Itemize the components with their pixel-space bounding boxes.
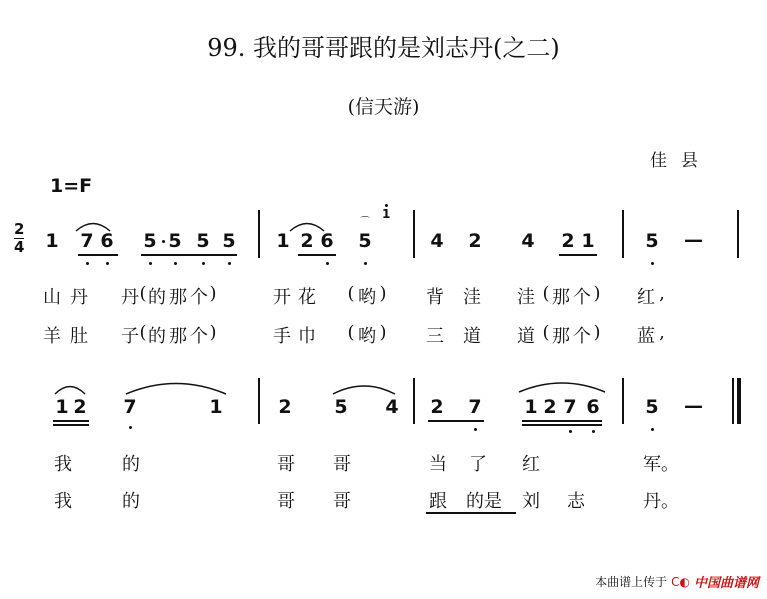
lyric: ) bbox=[593, 283, 601, 304]
lyric: 丹 bbox=[70, 287, 88, 308]
note: 4 bbox=[521, 230, 535, 252]
lyric: 子 bbox=[121, 326, 139, 347]
slur bbox=[52, 381, 88, 395]
lyric: 山 bbox=[43, 287, 61, 308]
augmentation-dot bbox=[162, 240, 165, 243]
final-barline-thin bbox=[732, 378, 734, 424]
lyric: ( bbox=[347, 283, 355, 304]
lyric: 哥 bbox=[277, 454, 295, 475]
lyric: 道 bbox=[517, 326, 535, 347]
lyric: , bbox=[659, 322, 665, 343]
lyric: 我 bbox=[54, 491, 72, 512]
duration-line bbox=[141, 254, 237, 256]
octave-dot bbox=[106, 262, 109, 265]
octave-dot bbox=[651, 428, 654, 431]
lyric: 的 bbox=[122, 454, 140, 475]
lyric: ( bbox=[347, 322, 355, 343]
barline bbox=[258, 378, 260, 424]
octave-dot bbox=[202, 262, 205, 265]
lyric: 我 bbox=[54, 454, 72, 475]
lyric: 那 bbox=[169, 287, 187, 308]
key-signature: 1=F bbox=[50, 175, 93, 197]
duration-line bbox=[522, 420, 602, 422]
song-title: 99. 我的哥哥跟的是刘志丹(之二) bbox=[207, 34, 560, 62]
octave-dot bbox=[129, 426, 132, 429]
note: 6 bbox=[320, 230, 334, 252]
note: 7 bbox=[563, 396, 577, 418]
grace-note: 1 bbox=[382, 207, 391, 221]
lyric: 巾 bbox=[298, 326, 316, 347]
duration-line bbox=[298, 254, 336, 256]
note: 6 bbox=[586, 396, 600, 418]
note: 2 bbox=[278, 396, 292, 418]
octave-dot bbox=[86, 262, 89, 265]
note: 4 bbox=[430, 230, 444, 252]
octave-dot bbox=[228, 262, 231, 265]
lyric: ) bbox=[209, 322, 217, 343]
lyric: 个 bbox=[573, 287, 591, 308]
lyric: 军。 bbox=[643, 454, 679, 475]
note: 5 bbox=[143, 230, 157, 252]
lyric: 羊 bbox=[43, 326, 61, 347]
lyric-underline bbox=[426, 512, 516, 514]
lyric: 哟 bbox=[358, 326, 376, 347]
duration-line bbox=[53, 424, 89, 426]
lyric: 三 bbox=[426, 326, 444, 347]
duration-line bbox=[53, 420, 89, 422]
barline bbox=[413, 210, 415, 258]
lyric: 手 bbox=[273, 326, 291, 347]
watermark-text: 本曲谱上传于 bbox=[595, 575, 668, 589]
lyric: 跟 bbox=[429, 491, 447, 512]
duration-line bbox=[78, 254, 118, 256]
lyric: 个 bbox=[573, 326, 591, 347]
lyric: 洼 bbox=[463, 287, 481, 308]
slur bbox=[122, 377, 230, 395]
lyric: 那 bbox=[552, 287, 570, 308]
octave-dot bbox=[364, 262, 367, 265]
lyric: 肚 bbox=[70, 326, 88, 347]
lyric: 的 bbox=[148, 287, 166, 308]
slur bbox=[330, 381, 398, 395]
barline bbox=[413, 378, 415, 424]
note: 5 bbox=[334, 396, 348, 418]
octave-dot bbox=[385, 204, 388, 207]
note: 2 bbox=[430, 396, 444, 418]
lyric: 花 bbox=[298, 287, 316, 308]
lyric: 蓝 bbox=[637, 326, 655, 347]
note: 5 bbox=[196, 230, 210, 252]
lyric: 个 bbox=[190, 326, 208, 347]
lyric: 刘 bbox=[522, 491, 540, 512]
barline bbox=[258, 210, 260, 258]
note: 1 bbox=[55, 396, 69, 418]
note: 2 bbox=[561, 230, 575, 252]
lyric: ) bbox=[379, 322, 387, 343]
note: 1 bbox=[45, 230, 59, 252]
octave-dot bbox=[569, 430, 572, 433]
note: 5 bbox=[168, 230, 182, 252]
note: 2 bbox=[73, 396, 87, 418]
note: 7 bbox=[468, 396, 482, 418]
site-logo-icon: C◐ bbox=[671, 574, 690, 589]
lyric: 丹 bbox=[121, 287, 139, 308]
lyric: 当 bbox=[429, 454, 447, 475]
lyric: ( bbox=[139, 322, 147, 343]
lyric: 红 bbox=[637, 287, 655, 308]
lyric: ( bbox=[139, 283, 147, 304]
lyric: ( bbox=[542, 283, 550, 304]
lyric: 那 bbox=[552, 326, 570, 347]
note: 5 bbox=[358, 230, 372, 252]
lyric: 的 bbox=[148, 326, 166, 347]
lyric: 个 bbox=[190, 287, 208, 308]
note: 4 bbox=[385, 396, 399, 418]
lyric: 那 bbox=[169, 326, 187, 347]
duration-line bbox=[428, 420, 484, 422]
duration-line bbox=[522, 424, 602, 426]
octave-dot bbox=[474, 428, 477, 431]
note: 7 bbox=[80, 230, 94, 252]
octave-dot bbox=[174, 262, 177, 265]
lyric: 哥 bbox=[277, 491, 295, 512]
watermark bbox=[595, 572, 759, 591]
note: 2 bbox=[468, 230, 482, 252]
octave-dot bbox=[326, 262, 329, 265]
lyric: ) bbox=[593, 322, 601, 343]
note: 7 bbox=[123, 396, 137, 418]
song-region: 佳县 bbox=[650, 151, 712, 171]
lyric: ) bbox=[379, 283, 387, 304]
note: 2 bbox=[543, 396, 557, 418]
lyric: 哥 bbox=[333, 491, 351, 512]
lyric: 哟 bbox=[358, 287, 376, 308]
note: 1 bbox=[581, 230, 595, 252]
fermata-icon: ⌒ bbox=[360, 217, 370, 228]
barline bbox=[737, 210, 739, 258]
note: 5 bbox=[645, 396, 659, 418]
note: 5 bbox=[645, 230, 659, 252]
barline bbox=[622, 210, 624, 258]
note: 6 bbox=[100, 230, 114, 252]
song-genre: (信天游) bbox=[347, 96, 420, 118]
lyric: 道 bbox=[463, 326, 481, 347]
sustain-dash: — bbox=[684, 229, 703, 251]
duration-line bbox=[559, 254, 597, 256]
lyric: 丹。 bbox=[643, 491, 679, 512]
lyric: 洼 bbox=[517, 287, 535, 308]
slur bbox=[516, 377, 608, 393]
octave-dot bbox=[149, 262, 152, 265]
lyric: 哥 bbox=[333, 454, 351, 475]
lyric: 的 bbox=[122, 491, 140, 512]
octave-dot bbox=[651, 262, 654, 265]
barline bbox=[622, 378, 624, 424]
octave-dot bbox=[592, 430, 595, 433]
final-barline-thick bbox=[737, 378, 741, 424]
lyric: 的是 bbox=[466, 491, 502, 512]
lyric: 开 bbox=[273, 287, 291, 308]
lyric: 红 bbox=[522, 454, 540, 475]
lyric: 背 bbox=[426, 287, 444, 308]
time-sig-bottom: 4 bbox=[14, 238, 25, 256]
lyric: ( bbox=[542, 322, 550, 343]
lyric: ) bbox=[209, 283, 217, 304]
lyric: , bbox=[659, 283, 665, 304]
site-name[interactable]: 中国曲谱网 bbox=[693, 576, 759, 591]
lyric: 了 bbox=[469, 454, 487, 475]
lyric: 志 bbox=[567, 491, 585, 512]
note: 5 bbox=[222, 230, 236, 252]
note: 1 bbox=[276, 230, 290, 252]
sustain-dash: — bbox=[684, 395, 703, 417]
note: 1 bbox=[524, 396, 538, 418]
note: 2 bbox=[300, 230, 314, 252]
time-sig-top: 2 bbox=[14, 220, 25, 238]
note: 1 bbox=[209, 396, 223, 418]
